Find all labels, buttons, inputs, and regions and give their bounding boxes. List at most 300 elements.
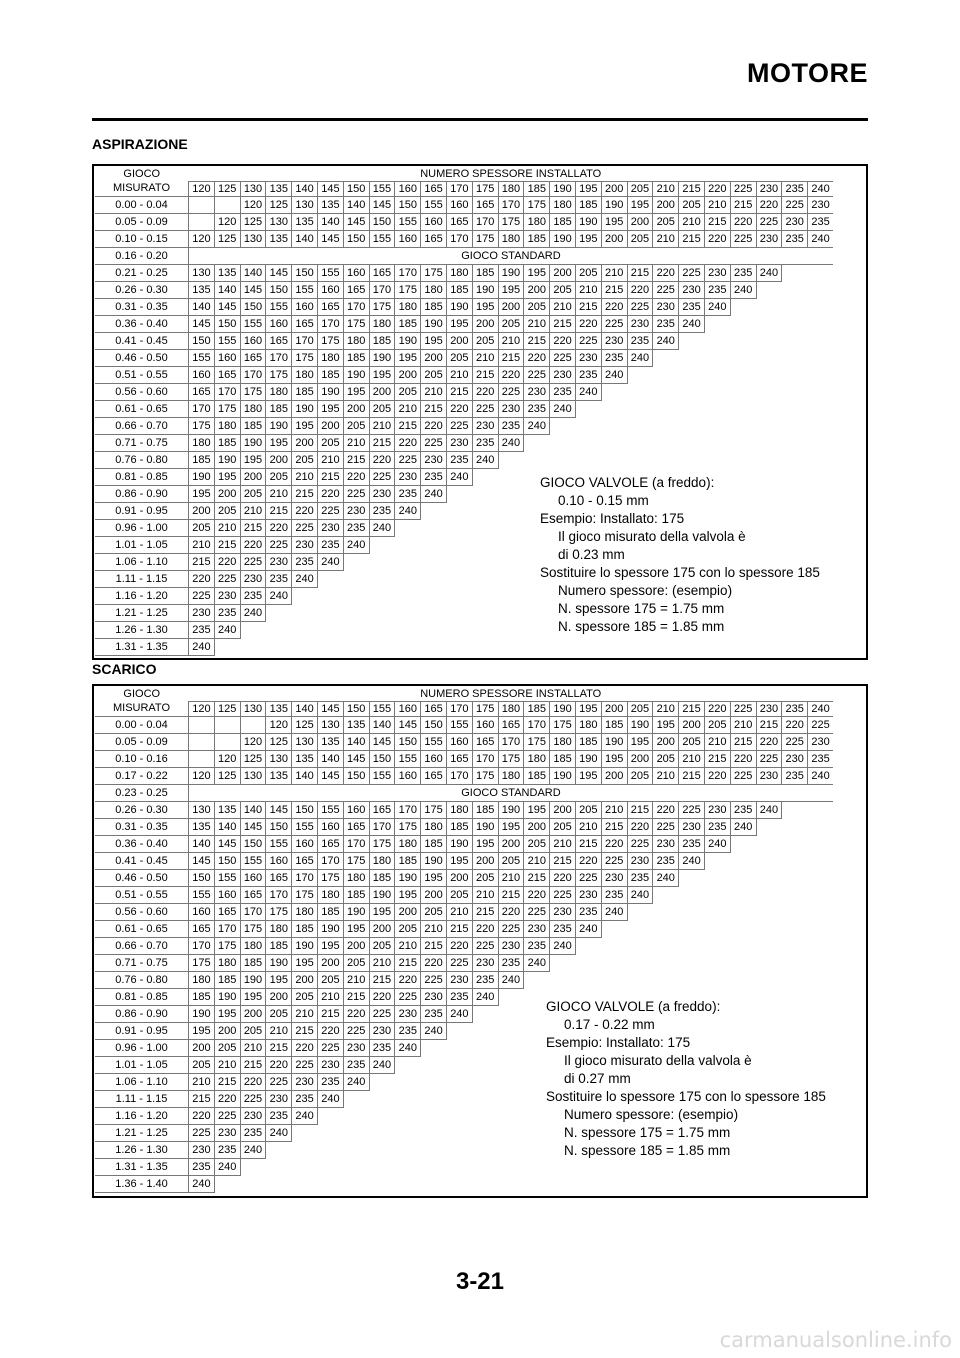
required-shim: 180 xyxy=(369,853,395,870)
notes-line: GIOCO VALVOLE (a freddo): xyxy=(546,999,721,1014)
required-shim: 210 xyxy=(498,333,524,350)
installed-shim-header: 155 xyxy=(369,182,395,197)
measured-clearance: 0.36 - 0.40 xyxy=(95,316,189,333)
required-shim: 180 xyxy=(550,197,576,214)
required-shim: 215 xyxy=(240,1057,266,1074)
measured-clearance: 0.16 - 0.20 xyxy=(95,248,189,265)
empty-cell xyxy=(343,1108,369,1125)
measured-clearance: 1.26 - 1.30 xyxy=(95,622,189,639)
required-shim: 145 xyxy=(266,265,292,282)
required-shim: 230 xyxy=(782,751,808,768)
required-shim: 125 xyxy=(214,231,240,248)
empty-cell xyxy=(369,1108,395,1125)
measured-clearance: 1.21 - 1.25 xyxy=(95,605,189,622)
required-shim: 180 xyxy=(189,972,215,989)
required-shim: 165 xyxy=(317,299,343,316)
empty-cell xyxy=(395,1091,421,1108)
required-shim: 130 xyxy=(240,231,266,248)
required-shim: 195 xyxy=(446,853,472,870)
measured-clearance: 0.76 - 0.80 xyxy=(95,972,189,989)
table-row xyxy=(95,972,833,989)
installed-shim-header: 230 xyxy=(756,702,782,717)
required-shim: 225 xyxy=(782,734,808,751)
required-shim: 185 xyxy=(421,299,447,316)
required-shim: 225 xyxy=(498,921,524,938)
required-shim: 200 xyxy=(369,384,395,401)
required-shim: 210 xyxy=(524,853,550,870)
required-shim: 215 xyxy=(266,503,292,520)
empty-cell xyxy=(704,853,730,870)
required-shim: 220 xyxy=(240,1074,266,1091)
required-shim: 220 xyxy=(498,367,524,384)
required-shim: 210 xyxy=(704,734,730,751)
empty-cell xyxy=(679,367,705,384)
empty-cell xyxy=(317,1125,343,1142)
required-shim: 130 xyxy=(292,734,318,751)
required-shim: 150 xyxy=(421,717,447,734)
required-shim: 235 xyxy=(240,588,266,605)
required-shim: 180 xyxy=(292,904,318,921)
required-shim: 240 xyxy=(266,588,292,605)
required-shim: 185 xyxy=(550,214,576,231)
required-shim: 215 xyxy=(601,282,627,299)
required-shim: 225 xyxy=(653,819,679,836)
measured-clearance: 0.21 - 0.25 xyxy=(95,265,189,282)
empty-cell xyxy=(343,622,369,639)
empty-cell xyxy=(808,819,833,836)
required-shim: 145 xyxy=(189,316,215,333)
required-shim: 240 xyxy=(575,384,601,401)
empty-cell xyxy=(446,1023,472,1040)
required-shim: 175 xyxy=(369,299,395,316)
required-shim: 205 xyxy=(266,469,292,486)
required-shim: 230 xyxy=(317,520,343,537)
required-shim: 195 xyxy=(575,231,601,248)
required-shim: 180 xyxy=(240,938,266,955)
empty-cell xyxy=(446,588,472,605)
required-shim: 130 xyxy=(292,197,318,214)
empty-cell xyxy=(808,1159,833,1176)
required-shim: 195 xyxy=(189,1023,215,1040)
empty-cell xyxy=(369,622,395,639)
required-shim: 195 xyxy=(369,904,395,921)
table-row xyxy=(95,1176,833,1193)
required-shim: 175 xyxy=(498,214,524,231)
required-shim: 235 xyxy=(214,605,240,622)
measured-clearance: 0.31 - 0.35 xyxy=(95,299,189,316)
empty-cell xyxy=(498,1125,524,1142)
col-header-measured-2: MISURATO xyxy=(95,702,189,717)
required-shim: 225 xyxy=(317,503,343,520)
installed-shim-header: 240 xyxy=(808,182,833,197)
installed-shim-header: 215 xyxy=(679,702,705,717)
measured-clearance: 0.76 - 0.80 xyxy=(95,452,189,469)
measured-clearance: 1.06 - 1.10 xyxy=(95,1074,189,1091)
installed-shim-header: 180 xyxy=(498,702,524,717)
empty-cell xyxy=(524,1176,550,1193)
empty-cell xyxy=(653,401,679,418)
installed-shim-header: 205 xyxy=(627,182,653,197)
empty-cell xyxy=(808,887,833,904)
required-shim: 220 xyxy=(214,1091,240,1108)
empty-cell xyxy=(575,1176,601,1193)
empty-cell xyxy=(808,418,833,435)
empty-cell xyxy=(627,1159,653,1176)
required-shim: 145 xyxy=(343,214,369,231)
notes-line: di 0.27 mm xyxy=(564,1071,631,1086)
required-shim: 225 xyxy=(446,955,472,972)
required-shim: 210 xyxy=(266,1023,292,1040)
required-shim: 165 xyxy=(240,350,266,367)
required-shim: 210 xyxy=(679,214,705,231)
required-shim: 180 xyxy=(214,955,240,972)
table-row xyxy=(95,639,833,656)
empty-cell xyxy=(421,537,447,554)
required-shim: 235 xyxy=(653,853,679,870)
required-shim: 225 xyxy=(575,333,601,350)
required-shim: 170 xyxy=(240,367,266,384)
empty-cell xyxy=(627,904,653,921)
required-shim: 175 xyxy=(292,887,318,904)
required-shim: 190 xyxy=(343,904,369,921)
installed-shim-header: 185 xyxy=(524,182,550,197)
required-shim: 220 xyxy=(575,853,601,870)
empty-cell xyxy=(472,520,498,537)
required-shim: 230 xyxy=(189,1142,215,1159)
required-shim: 235 xyxy=(550,921,576,938)
empty-cell xyxy=(472,1125,498,1142)
required-shim: 210 xyxy=(679,751,705,768)
required-shim: 125 xyxy=(214,768,240,785)
required-shim: 235 xyxy=(240,1125,266,1142)
empty-cell xyxy=(421,1057,447,1074)
required-shim: 235 xyxy=(627,333,653,350)
required-shim: 160 xyxy=(317,819,343,836)
empty-cell xyxy=(756,853,782,870)
required-shim: 125 xyxy=(266,734,292,751)
empty-cell xyxy=(808,972,833,989)
required-shim: 140 xyxy=(214,819,240,836)
empty-cell xyxy=(756,938,782,955)
required-shim: 170 xyxy=(214,921,240,938)
required-shim: 215 xyxy=(472,367,498,384)
empty-cell xyxy=(472,554,498,571)
required-shim: 200 xyxy=(189,1040,215,1057)
required-shim: 165 xyxy=(446,214,472,231)
required-shim: 210 xyxy=(601,265,627,282)
required-shim: 130 xyxy=(317,717,343,734)
required-shim: 205 xyxy=(189,1057,215,1074)
table-row xyxy=(95,231,833,248)
required-shim: 160 xyxy=(240,870,266,887)
required-shim: 200 xyxy=(292,435,318,452)
required-shim: 180 xyxy=(395,836,421,853)
empty-cell xyxy=(601,1176,627,1193)
required-shim: 140 xyxy=(343,197,369,214)
required-shim: 230 xyxy=(421,452,447,469)
empty-cell xyxy=(730,452,756,469)
required-shim: 170 xyxy=(498,734,524,751)
installed-shim-header: 190 xyxy=(550,182,576,197)
empty-cell xyxy=(421,1159,447,1176)
required-shim: 170 xyxy=(317,853,343,870)
empty-cell xyxy=(704,418,730,435)
installed-shim-header: 215 xyxy=(679,182,705,197)
required-shim: 135 xyxy=(343,717,369,734)
empty-cell xyxy=(395,1142,421,1159)
required-shim: 165 xyxy=(421,231,447,248)
empty-cell xyxy=(214,639,240,656)
required-shim: 195 xyxy=(498,282,524,299)
empty-cell xyxy=(524,435,550,452)
required-shim: 215 xyxy=(730,734,756,751)
empty-cell xyxy=(266,605,292,622)
measured-clearance: 0.56 - 0.60 xyxy=(95,384,189,401)
required-shim: 180 xyxy=(498,768,524,785)
required-shim: 175 xyxy=(189,418,215,435)
empty-cell xyxy=(782,904,808,921)
required-shim: 210 xyxy=(550,836,576,853)
empty-cell xyxy=(704,921,730,938)
required-shim: 170 xyxy=(343,299,369,316)
required-shim: 145 xyxy=(240,282,266,299)
empty-cell xyxy=(446,486,472,503)
empty-cell xyxy=(679,435,705,452)
required-shim: 210 xyxy=(240,1040,266,1057)
required-shim: 150 xyxy=(214,316,240,333)
required-shim: 230 xyxy=(524,921,550,938)
required-shim: 170 xyxy=(472,751,498,768)
empty-cell xyxy=(472,1057,498,1074)
empty-cell xyxy=(679,972,705,989)
empty-cell xyxy=(369,588,395,605)
empty-cell xyxy=(421,1125,447,1142)
required-shim: 200 xyxy=(550,265,576,282)
empty-cell xyxy=(472,571,498,588)
required-shim: 160 xyxy=(343,802,369,819)
required-shim: 205 xyxy=(446,350,472,367)
empty-cell xyxy=(421,622,447,639)
table-row xyxy=(95,197,833,214)
empty-cell xyxy=(550,435,576,452)
required-shim: 170 xyxy=(317,316,343,333)
measured-clearance: 0.71 - 0.75 xyxy=(95,435,189,452)
required-shim: 155 xyxy=(214,870,240,887)
empty-cell xyxy=(189,214,215,231)
empty-cell xyxy=(369,1074,395,1091)
empty-cell xyxy=(704,350,730,367)
required-shim: 135 xyxy=(292,214,318,231)
required-shim: 180 xyxy=(317,887,343,904)
required-shim: 230 xyxy=(292,537,318,554)
required-shim: 130 xyxy=(266,214,292,231)
required-shim: 240 xyxy=(266,1125,292,1142)
required-shim: 220 xyxy=(446,401,472,418)
required-shim: 150 xyxy=(266,819,292,836)
measured-clearance: 0.23 - 0.25 xyxy=(95,785,189,802)
empty-cell xyxy=(679,639,705,656)
required-shim: 195 xyxy=(240,989,266,1006)
required-shim: 225 xyxy=(266,1074,292,1091)
empty-cell xyxy=(446,1040,472,1057)
table-row xyxy=(95,768,833,785)
required-shim: 190 xyxy=(601,734,627,751)
required-shim: 155 xyxy=(369,768,395,785)
installed-shim-header: 150 xyxy=(343,182,369,197)
required-shim: 200 xyxy=(343,938,369,955)
required-shim: 225 xyxy=(266,537,292,554)
empty-cell xyxy=(292,1125,318,1142)
table-row xyxy=(95,350,833,367)
required-shim: 240 xyxy=(730,282,756,299)
required-shim: 235 xyxy=(369,503,395,520)
empty-cell xyxy=(756,819,782,836)
measured-clearance: 1.01 - 1.05 xyxy=(95,537,189,554)
required-shim: 195 xyxy=(369,367,395,384)
notes-line: N. spessore 185 = 1.85 mm xyxy=(564,1143,731,1158)
installed-shim-header: 165 xyxy=(421,182,447,197)
required-shim: 180 xyxy=(498,231,524,248)
empty-cell xyxy=(627,418,653,435)
required-shim: 235 xyxy=(472,435,498,452)
required-shim: 220 xyxy=(343,1006,369,1023)
required-shim: 240 xyxy=(575,921,601,938)
required-shim: 230 xyxy=(679,819,705,836)
empty-cell xyxy=(756,367,782,384)
required-shim: 195 xyxy=(524,265,550,282)
table-row xyxy=(95,938,833,955)
required-shim: 195 xyxy=(575,768,601,785)
empty-cell xyxy=(627,955,653,972)
empty-cell xyxy=(756,384,782,401)
required-shim: 240 xyxy=(756,802,782,819)
empty-cell xyxy=(472,605,498,622)
required-shim: 185 xyxy=(189,989,215,1006)
required-shim: 160 xyxy=(395,768,421,785)
required-shim: 145 xyxy=(317,768,343,785)
empty-cell xyxy=(472,1108,498,1125)
required-shim: 190 xyxy=(240,435,266,452)
required-shim: 160 xyxy=(343,265,369,282)
required-shim: 165 xyxy=(472,734,498,751)
measured-clearance: 0.86 - 0.90 xyxy=(95,486,189,503)
required-shim: 190 xyxy=(292,401,318,418)
required-shim: 205 xyxy=(472,870,498,887)
required-shim: 220 xyxy=(524,350,550,367)
empty-cell xyxy=(421,1091,447,1108)
empty-cell xyxy=(756,401,782,418)
empty-cell xyxy=(679,887,705,904)
measured-clearance: 1.31 - 1.35 xyxy=(95,639,189,656)
required-shim: 220 xyxy=(266,520,292,537)
empty-cell xyxy=(421,1176,447,1193)
empty-cell xyxy=(395,1057,421,1074)
required-shim: 220 xyxy=(756,734,782,751)
empty-cell xyxy=(189,734,215,751)
required-shim: 135 xyxy=(189,819,215,836)
required-shim: 230 xyxy=(550,367,576,384)
required-shim: 240 xyxy=(627,887,653,904)
notes-line: Sostituire lo spessore 175 con lo spessore 185 xyxy=(540,565,820,580)
required-shim: 185 xyxy=(343,350,369,367)
installed-shim-header: 150 xyxy=(343,702,369,717)
required-shim: 225 xyxy=(730,768,756,785)
empty-cell xyxy=(782,938,808,955)
measured-clearance: 0.31 - 0.35 xyxy=(95,819,189,836)
notes-line: Il gioco misurato della valvola è xyxy=(564,1053,752,1068)
required-shim: 235 xyxy=(498,955,524,972)
empty-cell xyxy=(421,1040,447,1057)
required-shim: 210 xyxy=(550,299,576,316)
required-shim: 235 xyxy=(446,452,472,469)
required-shim: 220 xyxy=(189,1108,215,1125)
empty-cell xyxy=(472,537,498,554)
required-shim: 225 xyxy=(575,870,601,887)
intake-section-title: ASPIRAZIONE xyxy=(92,136,188,152)
required-shim: 220 xyxy=(292,1040,318,1057)
required-shim: 220 xyxy=(421,418,447,435)
installed-shim-header: 140 xyxy=(292,702,318,717)
required-shim: 175 xyxy=(214,938,240,955)
required-shim: 235 xyxy=(575,904,601,921)
required-shim: 240 xyxy=(369,1057,395,1074)
required-shim: 230 xyxy=(575,350,601,367)
required-shim: 155 xyxy=(292,282,318,299)
empty-cell xyxy=(343,1125,369,1142)
empty-cell xyxy=(395,1159,421,1176)
empty-cell xyxy=(782,802,808,819)
required-shim: 165 xyxy=(266,870,292,887)
empty-cell xyxy=(472,588,498,605)
required-shim: 135 xyxy=(266,231,292,248)
required-shim: 160 xyxy=(472,717,498,734)
required-shim: 235 xyxy=(266,571,292,588)
required-shim: 235 xyxy=(214,1142,240,1159)
required-shim: 195 xyxy=(266,972,292,989)
required-shim: 220 xyxy=(214,554,240,571)
required-shim: 145 xyxy=(317,231,343,248)
required-shim: 140 xyxy=(343,734,369,751)
required-shim: 230 xyxy=(317,1057,343,1074)
empty-cell xyxy=(704,384,730,401)
empty-cell xyxy=(653,384,679,401)
required-shim: 185 xyxy=(472,265,498,282)
required-shim: 145 xyxy=(214,299,240,316)
required-shim: 225 xyxy=(472,938,498,955)
table-row xyxy=(95,384,833,401)
required-shim: 235 xyxy=(292,1091,318,1108)
empty-cell xyxy=(627,401,653,418)
empty-cell xyxy=(446,639,472,656)
empty-cell xyxy=(782,418,808,435)
required-shim: 130 xyxy=(189,802,215,819)
required-shim: 190 xyxy=(627,717,653,734)
measured-clearance: 0.51 - 0.55 xyxy=(95,367,189,384)
required-shim: 185 xyxy=(369,870,395,887)
required-shim: 190 xyxy=(395,333,421,350)
required-shim: 215 xyxy=(730,197,756,214)
required-shim: 215 xyxy=(317,469,343,486)
empty-cell xyxy=(266,1159,292,1176)
measured-clearance: 0.26 - 0.30 xyxy=(95,802,189,819)
required-shim: 230 xyxy=(704,265,730,282)
empty-cell xyxy=(292,605,318,622)
empty-cell xyxy=(214,197,240,214)
required-shim: 230 xyxy=(524,384,550,401)
empty-cell xyxy=(679,955,705,972)
empty-cell xyxy=(756,904,782,921)
empty-cell xyxy=(421,554,447,571)
